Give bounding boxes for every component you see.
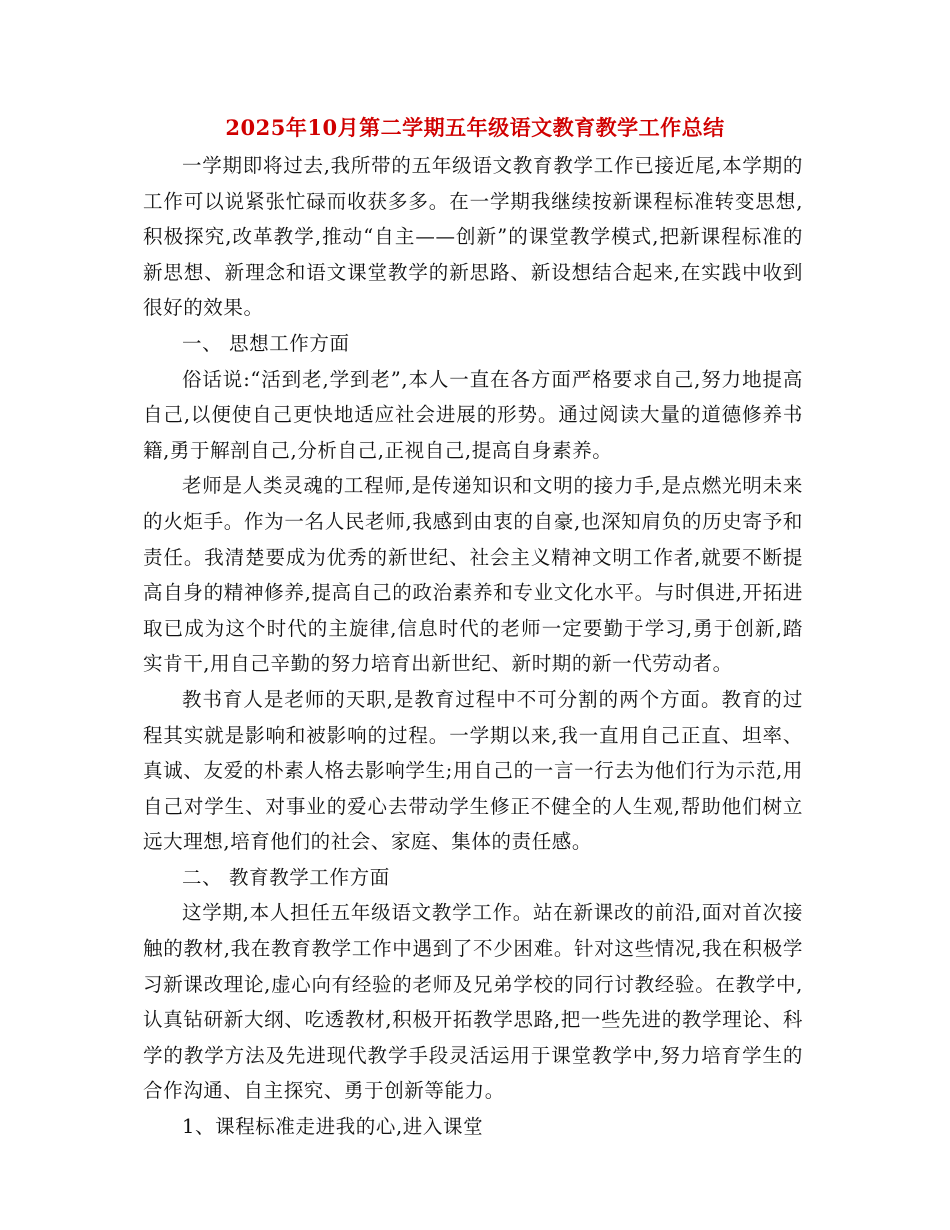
document-body	[143, 148, 803, 1145]
document-title: 2025年10月第二学期五年级语文教育教学工作总结	[225, 115, 725, 140]
section-heading-teaching-work: 二、 教育教学工作方面	[182, 865, 390, 889]
paragraph-educating-people: 教书育人是老师的天职,是教育过程中不可分割的两个方面。教育的过程其实就是影响和被影响的过程。一学期以来,我一直用自己正直、坦率、真诚、友爱的朴素人格去影响学生;用自己的一言一行去为他们行为示范,用自己对学生、对事业的爱心去带动学生修正不健全的人生观,帮助他们树立远大理想,培育他们的社会、家庭、集体的责任感。	[143, 687, 803, 854]
subsection-heading-curriculum: 1、课程标准走进我的心,进入课堂	[182, 1115, 484, 1139]
paragraph-lifelong-learning: 俗话说:“活到老,学到老”,本人一直在各方面严格要求自己,努力地提高自己,以便使自己更快地适应社会进展的形势。通过阅读大量的道德修养书籍,勇于解剖自己,分析自己,正视自己,提高自身素养。	[143, 367, 803, 462]
paragraph-intro: 一学期即将过去,我所带的五年级语文教育教学工作已接近尾,本学期的工作可以说紧张忙碌而收获多多。在一学期我继续按新课程标准转变思想,积极探究,改革教学,推动“自主——创新”的课堂教学模式,把新课程标准的新思想、新理念和语文课堂教学的新思路、新设想结合起来,在实践中收到很好的效果。	[143, 154, 803, 320]
paragraph-teacher-role: 老师是人类灵魂的工程师,是传递知识和文明的接力手,是点燃光明未来的火炬手。作为一名人民老师,我感到由衷的自豪,也深知肩负的历史寄予和责任。我清楚要成为优秀的新世纪、社会主义精神文明工作者,就要不断提高自身的精神修养,提高自己的政治素养和专业文化水平。与时俱进,开拓进取已成为这个时代的主旋律,信息时代的老师一定要勤于学习,勇于创新,踏实肯干,用自己辛勤的努力培育出新世纪、新时期的新一代劳动者。	[143, 474, 803, 676]
section-heading-thought-work: 一、 思想工作方面	[182, 331, 350, 355]
paragraph-teaching-duties: 这学期,本人担任五年级语文教学工作。站在新课改的前沿,面对首次接触的教材,我在教育教学工作中遇到了不少困难。针对这些情况,我在积极学习新课改理论,虚心向有经验的老师及兄弟学校的同行讨教经验。在教学中,认真钻研新大纲、吃透教材,积极开拓教学思路,把一些先进的教学理论、科学的教学方法及先进现代教学手段灵活运用于课堂教学中,努力培育学生的合作沟通、自主探究、勇于创新等能力。	[143, 901, 803, 1103]
